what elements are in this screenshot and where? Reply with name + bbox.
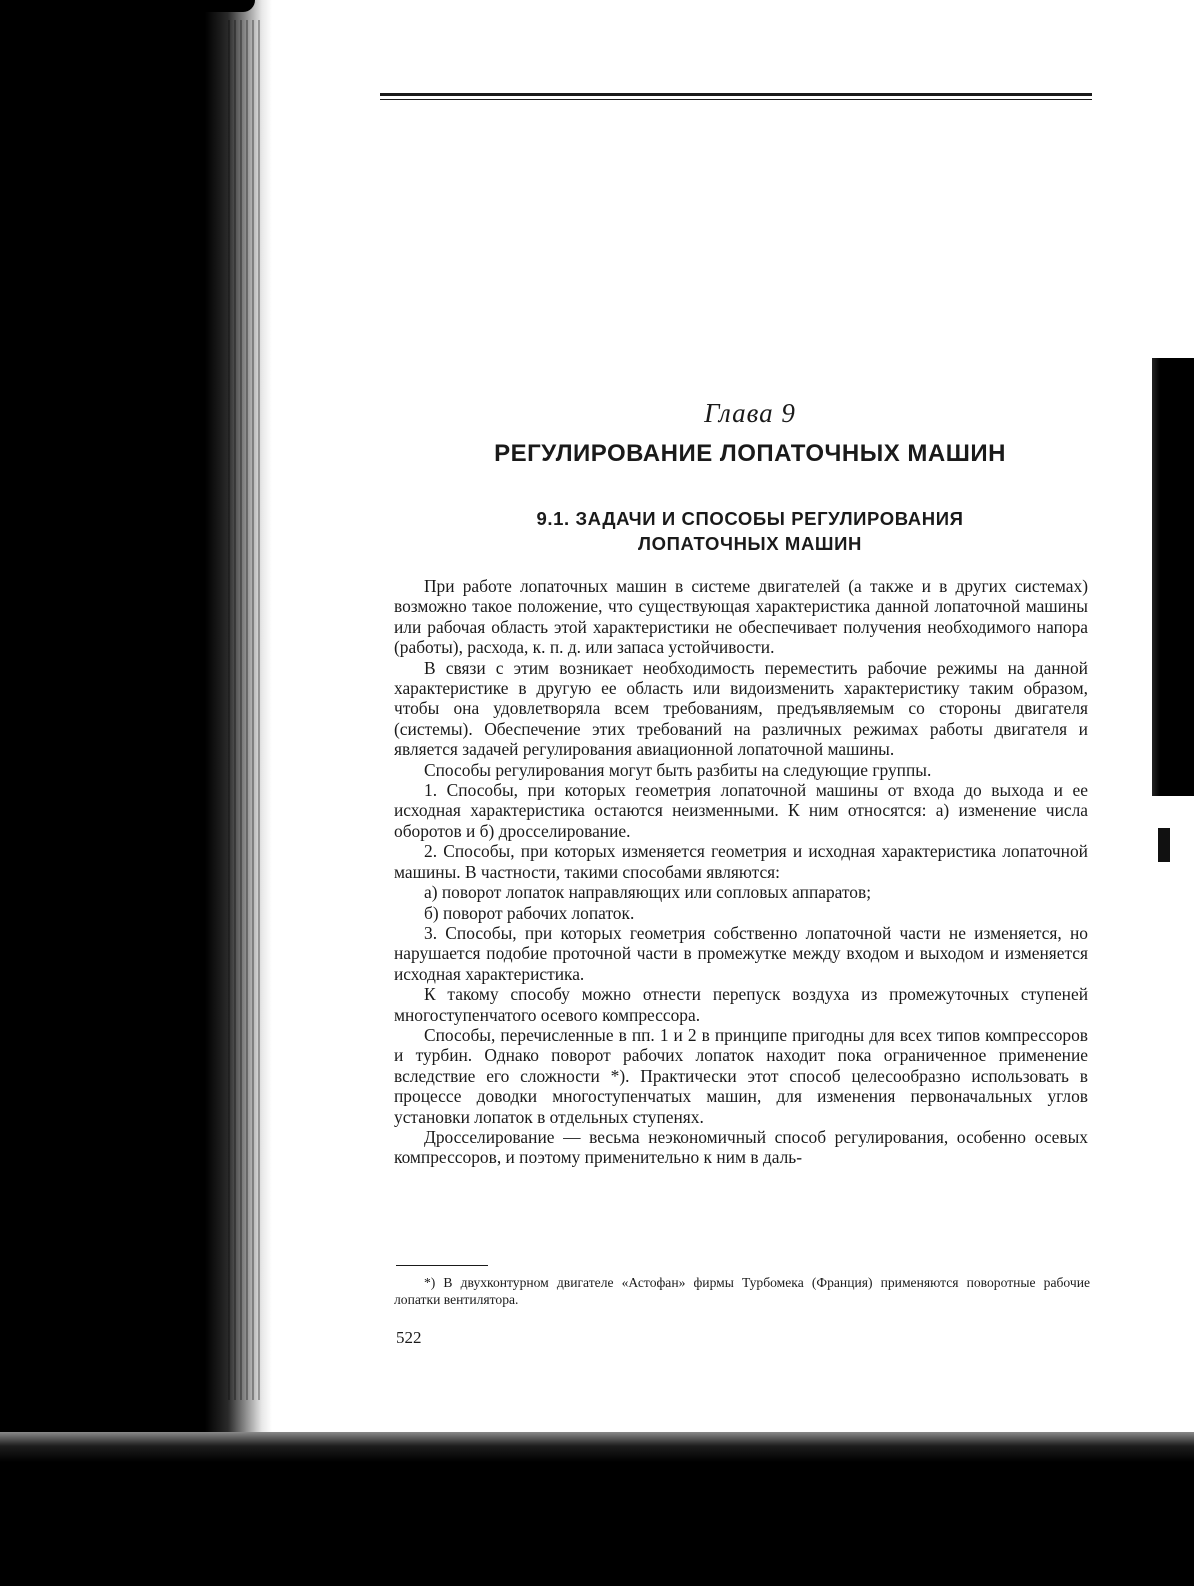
paragraph: При работе лопаточных машин в системе двигателей (а также и в других системах) возможно такое положение, что существующая характеристика данной лопаточной машины или рабочая область этой характеристики не обеспечивает получения необходимого напора (работы), расхода, к. п. д. или запаса устойчивости. bbox=[394, 576, 1088, 658]
paragraph: Дросселирование — весьма неэкономичный способ регулирования, особенно осевых компрессоров, и поэтому применительно к ним в даль- bbox=[394, 1126, 1088, 1168]
scan-dark-margin-bottom bbox=[0, 1432, 1194, 1586]
scan-corner-top bbox=[195, 0, 255, 12]
paragraph: 1. Способы, при которых геометрия лопаточной машины от входа до выхода и ее исходная характеристика остаются неизменными. К ним относятся: а) изменение числа оборотов и б) дросселирование. bbox=[394, 780, 1088, 841]
paragraph: 2. Способы, при которых изменяется геометрия и исходная характеристика лопаточной машины. В частности, такими способами являются: bbox=[394, 841, 1088, 882]
chapter-label: Глава 9 bbox=[704, 398, 796, 428]
paragraph: 3. Способы, при которых геометрия собственно лопаточной части не изменяется, но нарушается подобие проточной части в промежутке между входом и выходом и изменяется исходная характеристика. bbox=[394, 922, 1088, 984]
section-title-line-2: ЛОПАТОЧНЫХ МАШИН bbox=[638, 533, 862, 554]
body-text bbox=[394, 576, 1088, 1168]
section-title bbox=[380, 506, 1120, 556]
section-title-line-1: 9.1. ЗАДАЧИ И СПОСОБЫ РЕГУЛИРОВАНИЯ bbox=[536, 508, 964, 529]
header-rule-thin bbox=[380, 99, 1092, 100]
chapter-title: РЕГУЛИРОВАНИЕ ЛОПАТОЧНЫХ МАШИН bbox=[494, 440, 1006, 467]
paragraph: В связи с этим возникает необходимость переместить рабочие режимы на данной характеристике в другую ее область или видоизменить характеристику таким образом, чтобы она удовлетворяла всем требованиям, предъявляемым со стороны двигателя (системы). Обеспечение этих требований на различных режимах работы двигателя и является задачей регулирования авиационной лопаточной машины. bbox=[394, 657, 1088, 760]
list-item: а) поворот лопаток направляющих или сопловых аппаратов; bbox=[424, 882, 872, 903]
paragraph: Способы регулирования могут быть разбиты на следующие группы. bbox=[424, 759, 932, 780]
scan-mark-right bbox=[1158, 828, 1170, 862]
scan-dark-bar-right bbox=[1152, 358, 1194, 796]
footnote-rule bbox=[396, 1265, 488, 1266]
header-rule bbox=[380, 93, 1092, 96]
page-number: 522 bbox=[396, 1328, 422, 1347]
scan-streaks bbox=[228, 20, 262, 1400]
paragraph: Способы, перечисленные в пп. 1 и 2 в принципе пригодны для всех типов компрессоров и турбин. Однако поворот рабочих лопаток находит пока ограниченное применение вследствие его сложности *). Практически этот способ целесообразно использовать в процессе доводки многоступенчатых машин, для изменения первоначальных углов установки лопаток в отдельных ступенях. bbox=[394, 1024, 1088, 1127]
footnote: *) В двухконтурном двигателе «Астофан» фирмы Турбомека (Франция) применяются поворотные рабочие лопатки вентилятора. bbox=[394, 1275, 1090, 1307]
list-item: б) поворот рабочих лопаток. bbox=[424, 902, 635, 923]
paragraph: К такому способу можно отнести перепуск воздуха из промежуточных ступеней многоступенчатого осевого компрессора. bbox=[394, 984, 1088, 1025]
